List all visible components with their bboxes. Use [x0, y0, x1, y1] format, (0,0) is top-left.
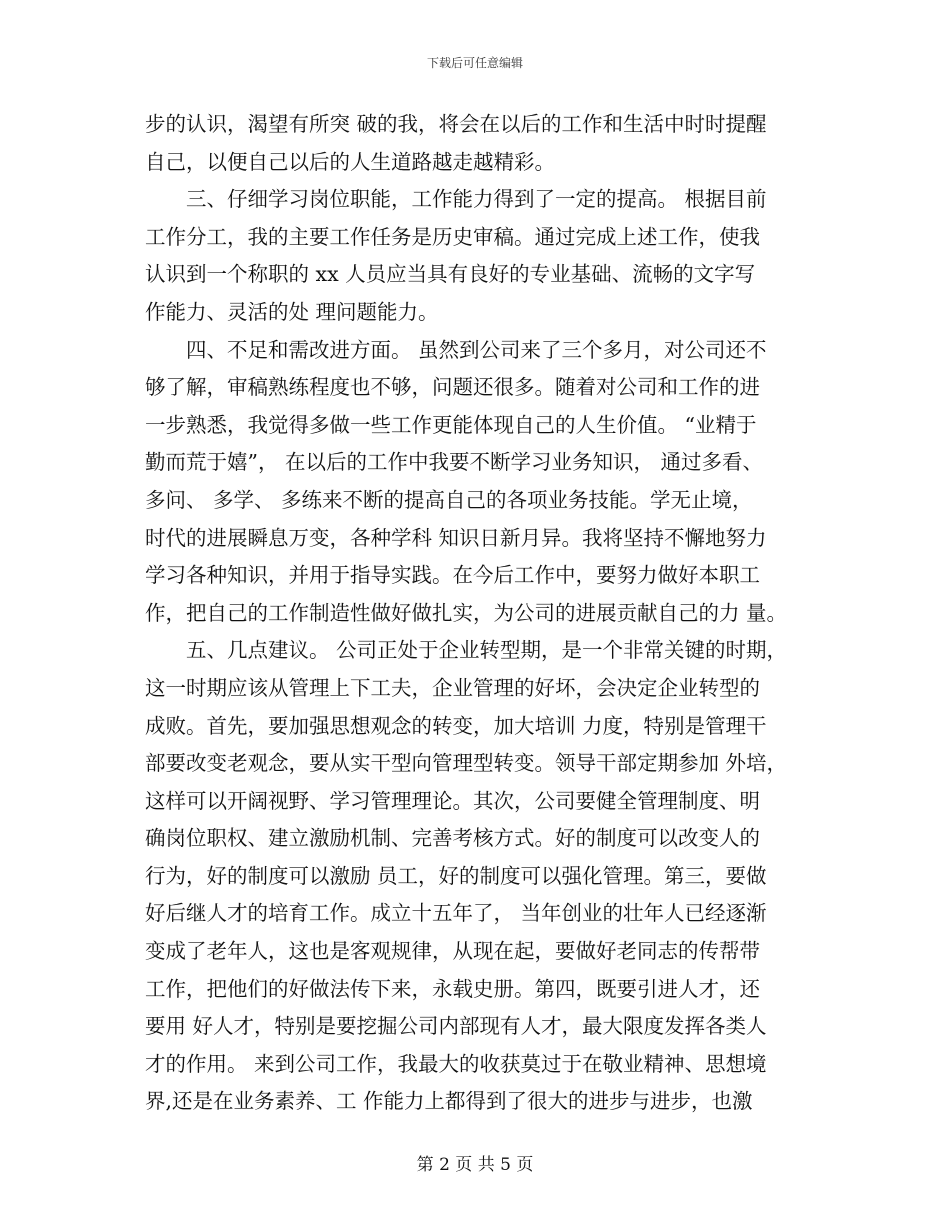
text-line: 勤而荒于嬉”， 在以后的工作中我要不断学习业务知识， 通过多看、 [145, 450, 764, 475]
section-heading-line: 五、几点建议。 公司正处于企业转型期，是一个非常关键的时期， [186, 638, 788, 663]
text-line: 确岗位职权、建立激励机制、完善考核方式。好的制度可以改变人的 [145, 826, 760, 851]
text-line: 工作，把他们的好做法传下来，永载史册。第四，既要引进人才，还 [145, 976, 760, 1001]
text-line: 成败。首先，要加强思想观念的转变，加大培训 力度，特别是管理干 [145, 713, 767, 738]
section-heading-line: 三、仔细学习岗位职能，工作能力得到了一定的提高。 根据目前 [186, 187, 767, 212]
text-line: 认识到一个称职的 xx 人员应当具有良好的专业基础、流畅的文字写 [145, 262, 756, 287]
text-line: 变成了老年人，这也是客观规律，从现在起，要做好老同志的传帮带 [145, 939, 760, 964]
text-line: 步的认识，渴望有所突 破的我，将会在以后的工作和生活中时时提醒 [145, 112, 767, 136]
section-heading-line: 四、不足和需改进方面。 虽然到公司来了三个多月，对公司还不 [186, 337, 767, 362]
text-line: 一步熟悉，我觉得多做一些工作更能体现自己的人生价值。 “业精于 [145, 412, 757, 437]
text-line: 部要改变老观念，要从实干型向管理型转变。领导干部定期参加 外培， [145, 751, 788, 776]
text-line: 好后继人才的培育工作。成立十五年了， 当年创业的壮年人已经逐渐 [145, 901, 767, 926]
text-line: 多问、 多学、 多练来不断的提高自己的各项业务技能。学无止境， [145, 487, 753, 512]
text-line: 时代的进展瞬息万变，各种学科 知识日新月异。我将坚持不懈地努力 [145, 525, 767, 550]
document-body [145, 106, 825, 1121]
text-line: 学习各种知识，并用于指导实践。在今后工作中，要努力做好本职工 [145, 563, 760, 588]
text-line: 工作分工，我的主要工作任务是历史审稿。通过完成上述工作，使我 [145, 224, 760, 249]
text-line: 这样可以开阔视野、学习管理理论。其次，公司要健全管理制度、明 [145, 788, 760, 813]
text-line: 作能力、灵活的处 理问题能力。 [145, 299, 439, 324]
text-line: 界,还是在业务素养、工 作能力上都得到了很大的进步与进步，也激 [145, 1089, 753, 1114]
text-line: 作，把自己的工作制造性做好做扎实，为公司的进展贡献自己的力 量。 [145, 600, 788, 625]
page-header: 下载后可任意编辑 [426, 56, 523, 70]
page-number-footer: 第 2 页 共 5 页 [416, 1155, 534, 1175]
text-line: 要用 好人才，特别是要挖掘公司内部现有人才，最大限度发挥各类人 [145, 1014, 767, 1039]
text-line: 行为，好的制度可以激励 员工，好的制度可以强化管理。第三，要做 [145, 863, 767, 888]
text-line: 自己，以便自己以后的人生道路越走越精彩。 [145, 149, 555, 174]
text-line: 这一时期应该从管理上下工夫，企业管理的好坏，会决定企业转型的 [145, 675, 760, 700]
text-line: 够了解，审稿熟练程度也不够，问题还很多。随着对公司和工作的进 [145, 375, 760, 400]
text-line: 才的作用。 来到公司工作，我最大的收获莫过于在敬业精神、思想境 [145, 1051, 767, 1076]
